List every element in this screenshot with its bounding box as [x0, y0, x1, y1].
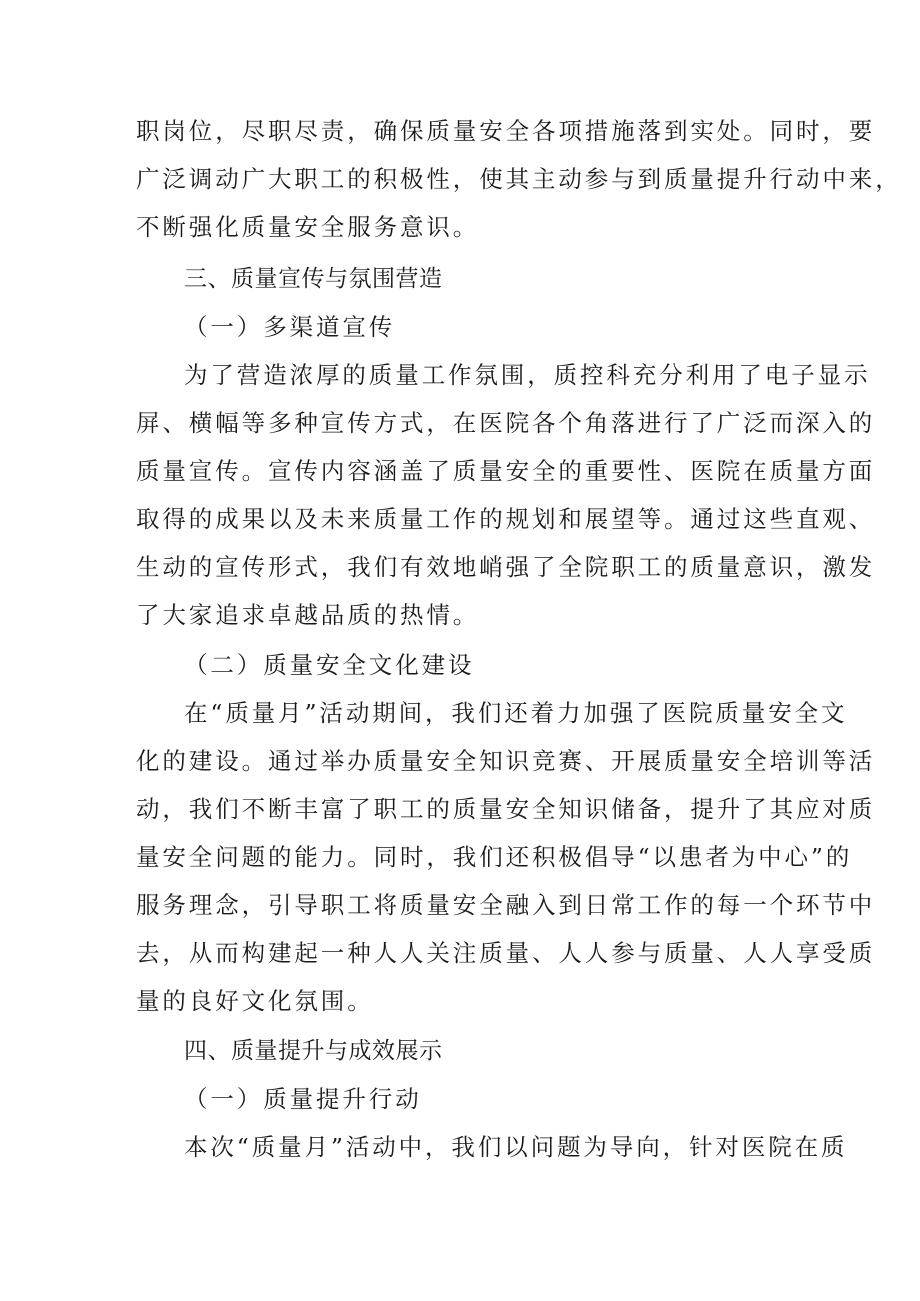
para3-line-2: 化的建设。通过举办质量安全知识竞赛、开展质量安全培训等活 [136, 747, 876, 775]
para3-line-5: 服务理念，引导职工将质量安全融入到日常工作的每一个环节中 [136, 891, 876, 919]
para2-line-1: 为了营造浓厚的质量工作氛围，质控科充分利用了电子显示 [184, 361, 871, 389]
section-heading-3: 三、质量宣传与氛围营造 [184, 266, 443, 292]
para3-line-3: 动，我们不断丰富了职工的质量安全知识储备，提升了其应对质 [136, 795, 876, 823]
para1-line-2: 广泛调动广大职工的积极性，使其主动参与到质量提升行动中来， [136, 165, 902, 193]
para3-line-4: 量安全问题的能力。同时，我们还积极倡导“以患者为中心”的 [136, 843, 853, 871]
para2-line-6: 了大家追求卓越品质的热情。 [136, 601, 480, 629]
para1-line-3: 不断强化质量安全服务意识。 [136, 213, 480, 241]
para3-line-6: 去，从而构建起一种人人关注质量、人人参与质量、人人享受质 [136, 939, 876, 967]
para1-line-1: 职岗位，尽职尽责，确保质量安全各项措施落到实处。同时，要 [136, 117, 876, 145]
para2-line-3: 质量宣传。宣传内容涵盖了质量安全的重要性、医院在质量方面 [136, 457, 876, 485]
para2-line-2: 屏、横幅等多种宣传方式，在医院各个角落进行了广泛而深入的 [136, 409, 876, 437]
para4-line-1: 本次“质量月”活动中，我们以问题为导向，针对医院在质 [184, 1133, 848, 1161]
para2-line-5: 生动的宣传形式，我们有效地峭强了全院职工的质量意识，激发 [136, 553, 876, 581]
para3-line-7: 量的良好文化氛围。 [136, 987, 374, 1015]
subsection-heading-4-1: （一）质量提升行动 [184, 1085, 422, 1113]
subsection-heading-3-2: （二）质量安全文化建设 [184, 651, 475, 679]
para2-line-4: 取得的成果以及未来质量工作的规划和展望等。通过这些直观、 [136, 505, 876, 533]
section-heading-4: 四、质量提升与成效展示 [184, 1038, 443, 1064]
subsection-heading-3-1: （一）多渠道宣传 [184, 313, 396, 341]
para3-line-1: 在“质量月”活动期间，我们还着力加强了医院质量安全文 [184, 699, 848, 727]
